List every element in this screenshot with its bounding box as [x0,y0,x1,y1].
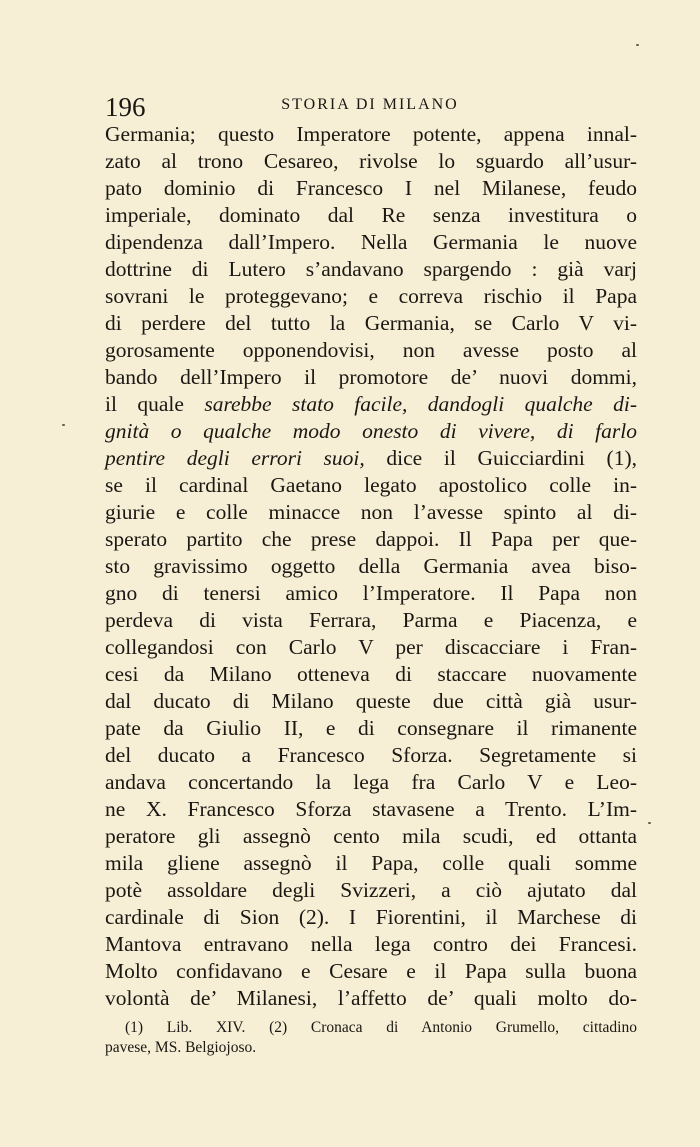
text-line [105,985,637,1012]
text-line [105,823,637,850]
text-run: giurie e colle minacce non l’avesse spinto al di- [105,500,637,524]
text-line [105,877,637,904]
text-line [105,796,637,823]
footnotes [105,1018,637,1058]
text-run: perdeva di vista Ferrara, Parma e Piacenza, e [105,608,637,632]
text-line [105,472,637,499]
text-run: gno di tenersi amico l’Imperatore. Il Papa non [105,581,637,605]
text-line [105,283,637,310]
text-line [105,850,637,877]
text-line [105,418,637,445]
page-header [105,92,635,122]
text-run: volontà de’ Milanesi, l’affetto de’ quali molto do- [105,986,637,1010]
text-run: potè assoldare degli Svizzeri, a ciò ajutato dal [105,878,637,902]
running-title: STORIA DI MILANO [281,96,459,113]
text-line [105,607,637,634]
italic-quote: sarebbe stato facile, dandogli qualche di- [204,392,637,416]
text-run: zato al trono Cesareo, rivolse lo sguardo all’usur- [105,149,637,173]
text-run: del ducato a Francesco Sforza. Segretamente si [105,743,637,767]
text-line [105,445,637,472]
text-run: cardinale di Sion (2). I Fiorentini, il Marchese di [105,905,637,929]
text-run: andava concertando la lega fra Carlo V e Leo- [105,770,637,794]
text-run: Mantova entravano nella lega contro dei Francesi. [105,932,637,956]
text-line [105,553,637,580]
text-line [105,256,637,283]
text-line [105,958,637,985]
text-run: pato dominio di Francesco I nel Milanese, feudo [105,176,637,200]
footnote-line: (1) Lib. XIV. (2) Cronaca di Antonio Grumello, cittadino [125,1019,637,1036]
text-line [105,661,637,688]
text-run: Molto confidavano e Cesare e il Papa sulla buona [105,959,637,983]
text-line [105,229,637,256]
text-line [105,310,637,337]
text-run: ne X. Francesco Sforza stavasene a Trento. L’Im- [105,797,637,821]
footnote-line: pavese, MS. Belgiojoso. [105,1039,257,1056]
text-run: Germania; questo Imperatore potente, appena innal- [105,122,637,146]
text-line [105,769,637,796]
text-run: dottrine di Lutero s’andavano spargendo : già varj [105,257,637,281]
text-line [105,499,637,526]
text-run: il quale [105,392,205,416]
text-line [105,634,637,661]
text-run: mila gliene assegnò il Papa, colle quali somme [105,851,637,875]
text-line [105,391,637,418]
text-run: peratore gli assegnò cento mila scudi, ed ottanta [105,824,637,848]
text-run: sovrani le proteggevano; e correva rischio il Papa [105,284,637,308]
text-line [105,904,637,931]
text-run: dice il Guicciardini (1), [364,446,637,470]
text-line [105,364,637,391]
text-line [105,931,637,958]
text-run: cesi da Milano otteneva di staccare nuovamente [105,662,637,686]
text-line [105,121,637,148]
italic-quote: pentire degli errori suoi, [105,446,365,470]
text-run: collegandosi con Carlo V per discacciare i Fran- [105,635,637,659]
text-run: di perdere del tutto la Germania, se Carlo V vi- [105,311,637,335]
text-line [105,715,637,742]
text-run: sto gravissimo oggetto della Germania avea biso- [105,554,637,578]
text-run: sperato partito che prese dappoi. Il Papa per que- [105,527,637,551]
paper-speck [648,822,651,824]
text-run: dal ducato di Milano queste due città già usur- [105,689,637,713]
paper-speck [62,424,65,426]
text-run: dipendenza dall’Impero. Nella Germania le nuove [105,230,637,254]
text-line [105,580,637,607]
text-run: pate da Giulio II, e di consegnare il rimanente [105,716,637,740]
page-number: 196 [105,92,146,122]
text-line [105,688,637,715]
paper-speck [636,44,639,46]
text-run: se il cardinal Gaetano legato apostolico colle in- [105,473,637,497]
text-run: bando dell’Impero il promotore de’ nuovi dommi, [105,365,637,389]
italic-quote: gnità o qualche modo onesto di vivere, di farlo [105,419,637,443]
body-text [105,121,637,1012]
text-line [105,202,637,229]
text-line [105,148,637,175]
text-line [105,526,637,553]
text-line [105,175,637,202]
text-line [105,337,637,364]
text-run: imperiale, dominato dal Re senza investitura o [105,203,637,227]
text-line [105,742,637,769]
text-run: gorosamente opponendovisi, non avesse posto al [105,338,637,362]
